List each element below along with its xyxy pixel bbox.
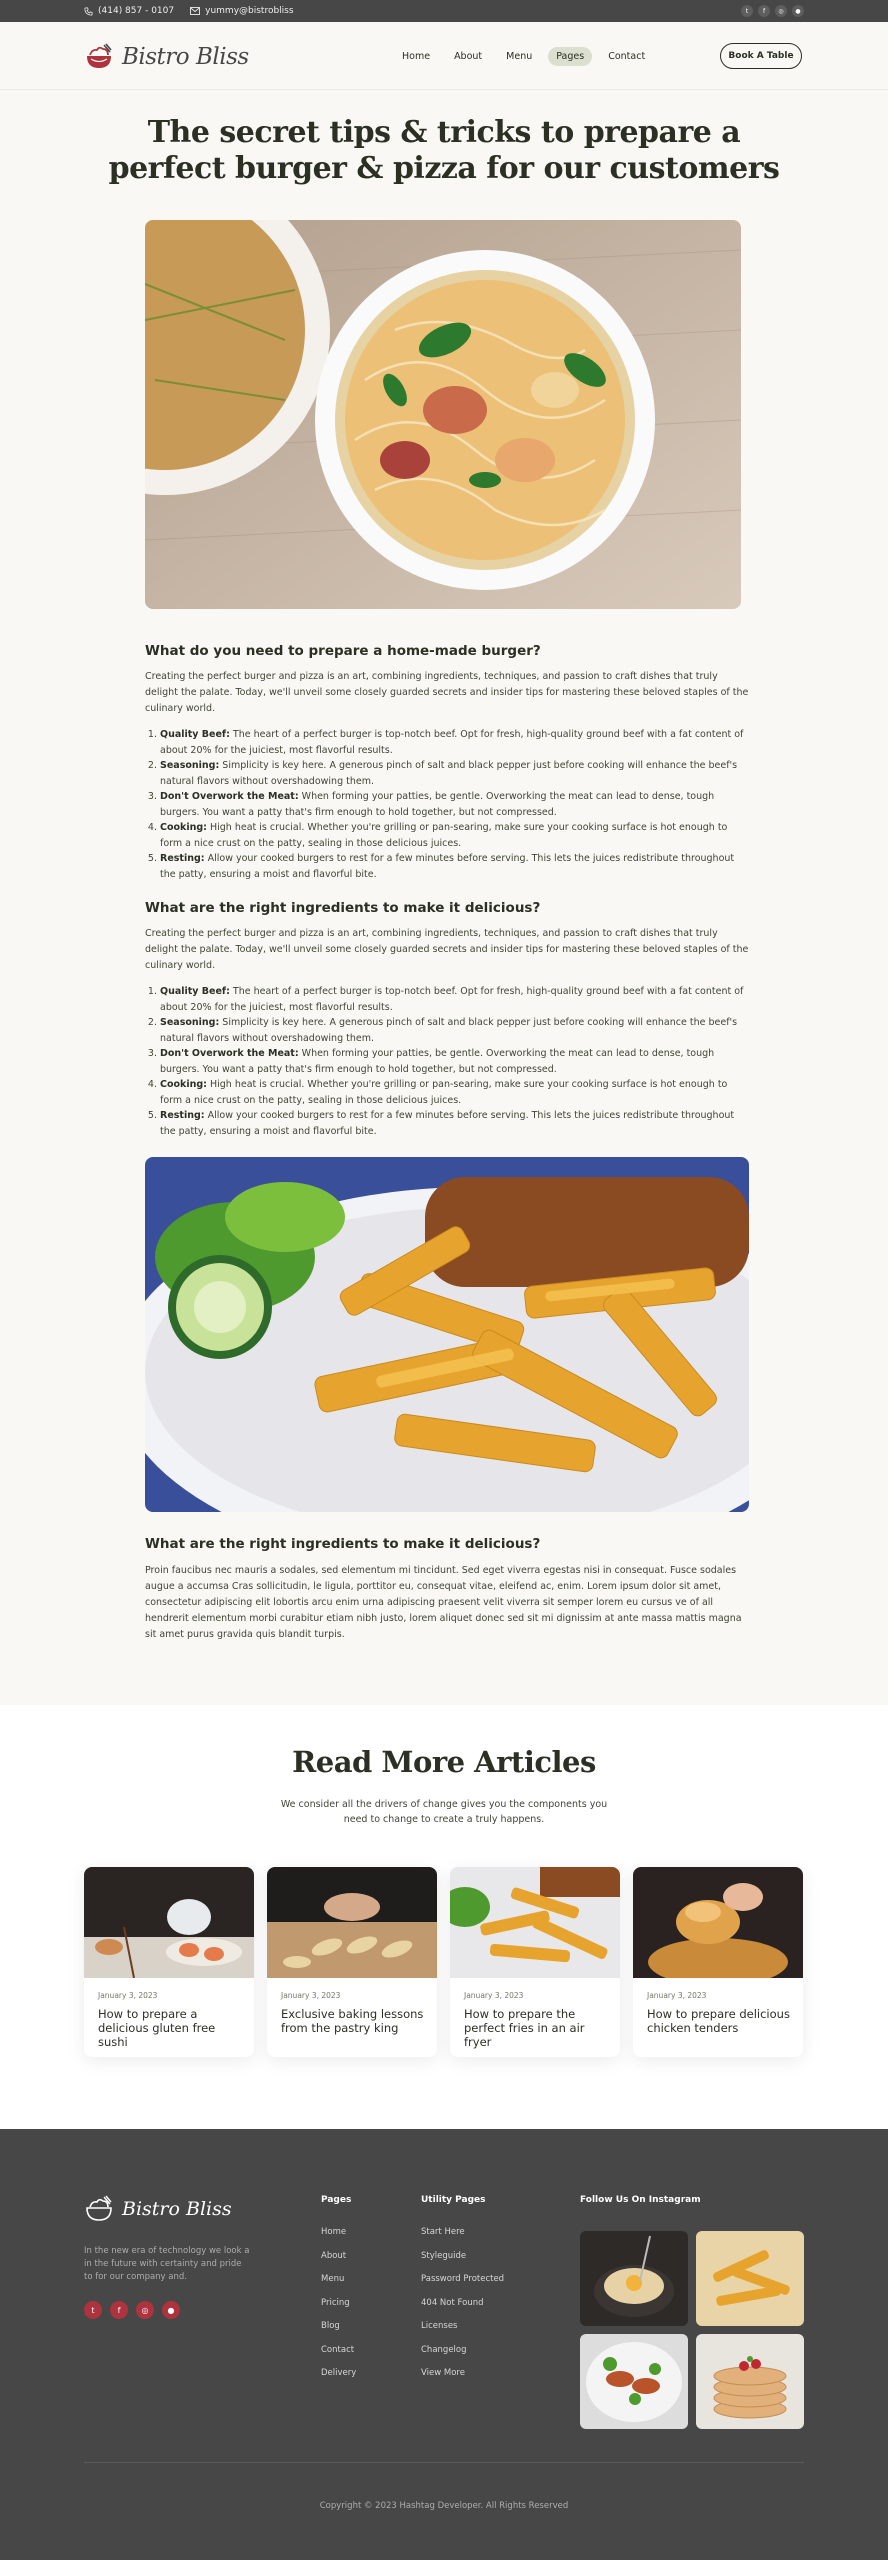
section-heading: What are the right ingredients to make it delicious? — [145, 900, 541, 916]
hero-image — [145, 220, 741, 609]
card-date: January 3, 2023 — [281, 1991, 341, 2000]
card-date: January 3, 2023 — [98, 1991, 158, 2000]
footer-link[interactable]: Password Protected — [421, 2274, 505, 2284]
step-title: Quality Beef: — [160, 986, 230, 997]
step-text: Allow your cooked burgers to rest for a few minutes before serving. This lets the juices redistribute throughout the patty, ensuring a moist and flavorful bite. — [160, 1110, 735, 1137]
card-image — [450, 1867, 620, 1978]
step-title: Seasoning: — [160, 1017, 220, 1028]
steps-list — [145, 727, 749, 882]
footer-social — [84, 2301, 180, 2319]
instagram-grid — [580, 2231, 804, 2429]
article-card[interactable] — [267, 1867, 437, 2057]
list-item — [160, 789, 749, 820]
step-title: Cooking: — [160, 822, 207, 833]
footer-pages-column — [321, 2195, 356, 2392]
list-item — [160, 1046, 749, 1077]
phone-icon — [84, 7, 93, 16]
article-section-1 — [145, 643, 749, 882]
fries-image — [145, 1157, 749, 1512]
bowl-logo-icon — [84, 2194, 114, 2224]
article-card[interactable] — [450, 1867, 620, 2057]
footer-link[interactable]: Menu — [321, 2274, 345, 2284]
step-text: Allow your cooked burgers to rest for a few minutes before serving. This lets the juices redistribute throughout the patty, ensuring a moist and flavorful bite. — [160, 853, 735, 880]
footer-instagram-column — [580, 2195, 701, 2227]
section-heading: What are the right ingredients to make it delicious? — [145, 1536, 541, 1552]
footer-pages-heading: Pages — [321, 2195, 352, 2205]
footer-utility-heading: Utility Pages — [421, 2195, 486, 2205]
article-section-2 — [145, 900, 749, 1139]
email-address: yummy@bistrobliss — [205, 6, 294, 16]
nav-contact[interactable]: Contact — [608, 51, 646, 62]
step-title: Quality Beef: — [160, 729, 230, 740]
github-icon[interactable]: ● — [792, 5, 804, 17]
article-card[interactable] — [84, 1867, 254, 2057]
facebook-icon[interactable]: f — [110, 2301, 128, 2319]
step-text: High heat is crucial. Whether you're grilling or pan-searing, make sure your cooking surface is hot enough to form a nice crust on the patty, sealing in those delicious juices. — [160, 1079, 728, 1106]
footer-link[interactable]: Blog — [321, 2321, 340, 2331]
footer-link[interactable]: View More — [421, 2368, 465, 2378]
footer-logo[interactable] — [84, 2194, 232, 2224]
card-title[interactable]: Exclusive baking lessons from the pastry king — [281, 2007, 424, 2035]
card-title[interactable]: How to prepare a delicious gluten free sushi — [98, 2007, 216, 2049]
card-title[interactable]: How to prepare delicious chicken tenders — [647, 2007, 790, 2035]
instagram-photo[interactable] — [696, 2334, 804, 2429]
logo[interactable] — [84, 42, 249, 72]
footer-instagram-heading: Follow Us On Instagram — [580, 2195, 701, 2205]
footer-link[interactable]: Home — [321, 2227, 347, 2237]
step-title: Cooking: — [160, 1079, 207, 1090]
page-title — [0, 115, 888, 187]
step-text: Simplicity is key here. A generous pinch of salt and black pepper just before cooking will enhance the beef's natural flavors without overshadowing them. — [160, 760, 738, 787]
site-header — [0, 22, 888, 90]
step-text: When forming your patties, be gentle. Overworking the meat can lead to dense, tough burgers. You want a patty that's firm enough to hold together, but not compressed. — [160, 1048, 715, 1075]
github-icon[interactable]: ● — [162, 2301, 180, 2319]
section-intro: Creating the perfect burger and pizza is an art, combining ingredients, techniques, and passion to craft dishes that truly delight the palate. Today, we'll unveil some closely guarded secrets and insider tips for mastering these beloved staples of the culinary world. — [145, 928, 749, 971]
section-body: Proin faucibus nec mauris a sodales, sed elementum mi tincidunt. Sed eget viverra egestas nisi in consequat. Fusce sodales augue a accumsa Cras sollicitudin, le ligula, porttitor eu, consequat vitae, eleifend ac, enim. Lorem ipsum dolor sit amet, consectetur adipiscing elit lobortis arcu enim urna adipiscing praesent velit viverra sit semper lorem eu cursus ve of all hendrerit elementum morbi curabitur etiam nibh justo, lorem aliquet donec sed sit mi dignissim at ante massa mattis magna sit amet purus gravida quis blandit turpis. — [145, 1565, 742, 1640]
list-item — [160, 820, 749, 851]
twitter-icon[interactable]: t — [741, 5, 753, 17]
card-image — [633, 1867, 803, 1978]
list-item — [160, 727, 749, 758]
article-card[interactable] — [633, 1867, 803, 2057]
facebook-icon[interactable]: f — [758, 5, 770, 17]
mail-icon — [190, 7, 200, 15]
email-contact[interactable] — [190, 6, 293, 16]
step-text: The heart of a perfect burger is top-notch beef. Opt for fresh, high-quality ground beef with a fat content of about 20% for the juiciest, most flavorful results. — [160, 986, 744, 1013]
title-line-1: The secret tips & tricks to prepare a — [147, 115, 741, 150]
nav-about[interactable]: About — [454, 51, 483, 62]
card-date: January 3, 2023 — [464, 1991, 524, 2000]
main-nav — [394, 47, 653, 66]
footer-description: In the new era of technology we look a in the future with certainty and pride to for our company and. — [84, 2246, 250, 2282]
step-text: The heart of a perfect burger is top-notch beef. Opt for fresh, high-quality ground beef with a fat content of about 20% for the juiciest, most flavorful results. — [160, 729, 744, 756]
footer-link[interactable]: Delivery — [321, 2368, 357, 2378]
footer-link[interactable]: 404 Not Found — [421, 2297, 484, 2308]
phone-contact[interactable] — [84, 6, 174, 16]
article-section-3 — [145, 1536, 749, 1643]
list-item — [160, 1108, 749, 1139]
footer-link[interactable]: Licenses — [421, 2321, 458, 2331]
step-title: Don't Overwork the Meat: — [160, 1048, 299, 1059]
footer-divider — [84, 2462, 804, 2463]
card-date: January 3, 2023 — [647, 1991, 707, 2000]
instagram-photo[interactable] — [580, 2334, 688, 2429]
instagram-icon[interactable]: ◎ — [136, 2301, 154, 2319]
list-item — [160, 1015, 749, 1046]
step-title: Don't Overwork the Meat: — [160, 791, 299, 802]
step-text: When forming your patties, be gentle. Overworking the meat can lead to dense, tough burgers. You want a patty that's firm enough to hold together, but not compressed. — [160, 791, 715, 818]
title-line-2: perfect burger & pizza for our customers — [108, 151, 780, 186]
footer-link[interactable]: Changelog — [421, 2344, 467, 2355]
list-item — [160, 1077, 749, 1108]
list-item — [160, 758, 749, 789]
instagram-photo[interactable] — [580, 2231, 688, 2326]
footer-link[interactable]: Contact — [321, 2344, 355, 2355]
footer-link[interactable]: Pricing — [321, 2297, 350, 2308]
list-item — [160, 851, 749, 882]
card-image — [84, 1867, 254, 1978]
section-heading: What do you need to prepare a home-made burger? — [145, 643, 541, 659]
copyright: Copyright © 2023 Hashtag Developer. All Rights Reserved — [319, 2501, 569, 2511]
footer-utility-column — [421, 2195, 504, 2392]
top-bar — [0, 0, 888, 22]
section-intro: Creating the perfect burger and pizza is an art, combining ingredients, techniques, and passion to craft dishes that truly delight the palate. Today, we'll unveil some closely guarded secrets and insider tips for mastering these beloved staples of the culinary world. — [145, 671, 749, 714]
steps-list — [145, 984, 749, 1139]
read-more-heading: Read More Articles — [292, 1745, 596, 1779]
nav-pages[interactable]: Pages — [548, 47, 592, 66]
list-item — [160, 984, 749, 1015]
instagram-photo[interactable] — [696, 2231, 804, 2326]
step-title: Resting: — [160, 1110, 205, 1121]
step-text: High heat is crucial. Whether you're grilling or pan-searing, make sure your cooking surface is hot enough to form a nice crust on the patty, sealing in those delicious juices. — [160, 822, 728, 849]
card-title[interactable]: How to prepare the perfect fries in an air fryer — [464, 2007, 585, 2049]
twitter-icon[interactable]: t — [84, 2301, 102, 2319]
footer-link[interactable]: Start Here — [421, 2227, 465, 2237]
card-image — [267, 1867, 437, 1978]
bowl-logo-icon — [84, 42, 114, 72]
read-more-section — [0, 1705, 888, 2129]
site-footer — [0, 2129, 888, 2560]
step-title: Resting: — [160, 853, 205, 864]
step-text: Simplicity is key here. A generous pinch of salt and black pepper just before cooking will enhance the beef's natural flavors without overshadowing them. — [160, 1017, 738, 1044]
footer-link[interactable]: Styleguide — [421, 2250, 467, 2261]
book-table-button[interactable]: Book A Table — [720, 43, 802, 69]
step-title: Seasoning: — [160, 760, 220, 771]
brand-name: Bistro Bliss — [122, 44, 249, 70]
nav-menu[interactable]: Menu — [506, 51, 533, 62]
phone-number: (414) 857 - 0107 — [98, 6, 175, 16]
read-more-subtitle: We consider all the drivers of change gives you the components you need to change to create a truly happens. — [280, 1799, 608, 1825]
instagram-icon[interactable]: ◎ — [775, 5, 787, 17]
nav-home[interactable]: Home — [402, 51, 431, 62]
footer-link[interactable]: About — [321, 2250, 347, 2261]
footer-brand-name: Bistro Bliss — [122, 2198, 232, 2220]
